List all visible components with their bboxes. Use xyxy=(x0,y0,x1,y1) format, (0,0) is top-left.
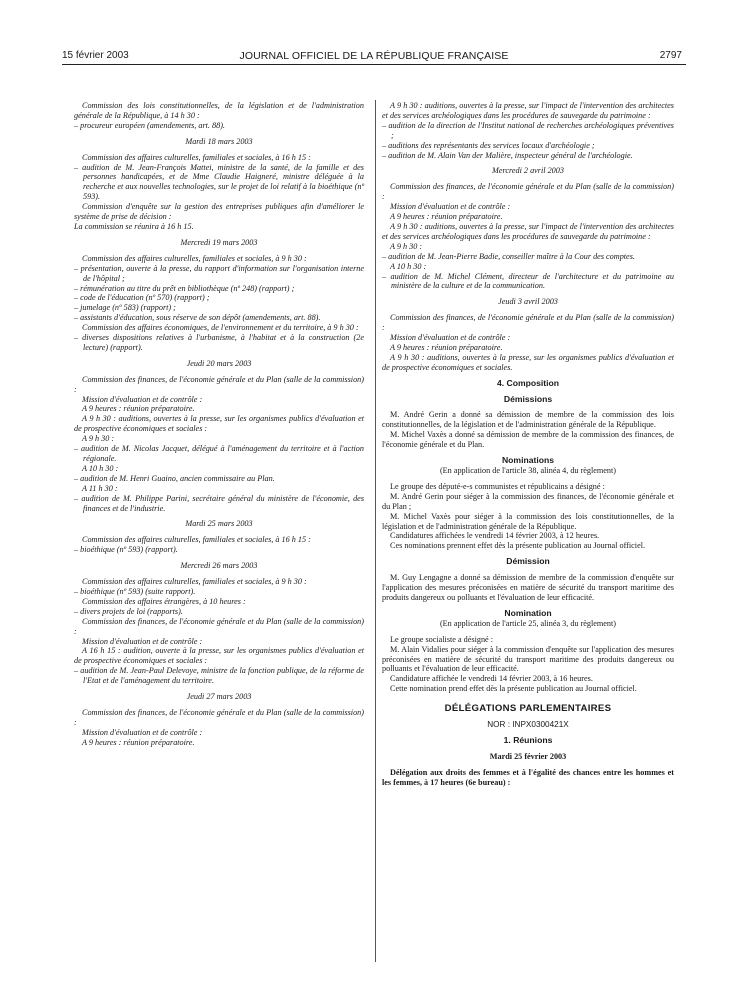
right-paragraph: (En application de l'article 38, alinéa 4, du règlement) xyxy=(439,466,617,475)
right-paragraph: Mission d'évaluation et de contrôle : xyxy=(390,202,511,212)
left-paragraph: Commission d'enquête sur la gestion des entreprises publiques afin d'améliorer le système de prise de décision : xyxy=(74,202,364,222)
left-paragraph: – diverses dispositions relatives à l'urbanisme, à l'habitat et à la construction (2e lecture) (rapport). xyxy=(74,333,364,352)
left-paragraph: Mardi 18 mars 2003 xyxy=(185,136,253,146)
right-paragraph: – audition de la direction de l'Institut national de recherches archéologiques préventives ; xyxy=(382,120,674,140)
right-paragraph: A 9 h 30 : xyxy=(390,241,423,251)
right-paragraph: DÉLÉGATIONS PARLEMENTAIRES xyxy=(444,703,612,715)
journal-title: JOURNAL OFFICIEL DE LA RÉPUBLIQUE FRANÇAISE xyxy=(239,50,509,62)
right-paragraph: Commission des finances, de l'économie générale et du Plan (salle de la commission) : xyxy=(382,313,674,333)
left-paragraph: – assistants d'éducation, sous réserve de son dépôt (amendements, art. 88). xyxy=(74,313,321,323)
right-paragraph: Jeudi 3 avril 2003 xyxy=(498,297,558,307)
left-paragraph: – présentation, ouverte à la presse, du rapport d'information sur l'organisation interne de l'hôpital ; xyxy=(74,263,364,283)
left-paragraph: – audition de M. Henri Guaino, ancien commissaire au Plan. xyxy=(74,473,275,483)
right-paragraph: M. Alain Vidalies pour siéger à la commission d'enquête sur l'application des mesures préconisées en matière de sécurité du transport maritime des produits dangereux ou polluants et l'évaluation de leur efficacité. xyxy=(382,644,674,674)
right-column xyxy=(382,101,674,788)
right-paragraph: Commission des finances, de l'économie générale et du Plan (salle de la commission) : xyxy=(382,182,674,202)
left-paragraph: – audition de M. Nicolas Jacquet, délégué à l'aménagement du territoire et à l'action régionale. xyxy=(74,444,364,463)
right-paragraph: A 9 h 30 : auditions, ouvertes à la presse, sur l'impact de l'intervention des architectes et des services archéologiques dans les procédures de sauvegarde du patrimoine : xyxy=(382,101,674,120)
right-paragraph: 1. Réunions xyxy=(503,734,553,745)
right-paragraph: – audition de M. Michel Clément, directeur de l'architecture et du patrimoine au ministère de la culture et de la communication. xyxy=(382,271,674,291)
left-paragraph: Jeudi 20 mars 2003 xyxy=(186,358,252,368)
right-paragraph: Démission xyxy=(506,556,550,567)
right-paragraph: A 9 h 30 : auditions, ouvertes à la presse, sur l'impact de l'intervention des architectes et des services archéologiques dans les procédures de sauvegarde du patrimoine : xyxy=(382,221,674,241)
right-paragraph: M. André Gerin a donné sa démission de membre de la commission des lois constitutionnelles, de la législation et de l'administration générale de la République. xyxy=(382,410,674,430)
left-paragraph: Jeudi 27 mars 2003 xyxy=(186,692,252,702)
left-paragraph: Commission des finances, de l'économie générale et du Plan (salle de la commission) : xyxy=(74,707,364,727)
right-paragraph: A 10 h 30 : xyxy=(390,261,427,271)
left-paragraph: Commission des affaires culturelles, familiales et sociales, à 16 h 15 : xyxy=(82,535,311,545)
left-paragraph: Commission des affaires culturelles, familiales et sociales, à 16 h 15 : xyxy=(82,152,311,162)
right-paragraph: Ces nominations prennent effet dès la présente publication au Journal officiel. xyxy=(390,541,646,551)
page-header xyxy=(0,0,748,70)
right-paragraph: M. André Gerin pour siéger à la commission des finances, de l'économie générale et du Plan ; xyxy=(382,491,674,511)
right-paragraph: A 9 heures : réunion préparatoire. xyxy=(390,212,503,222)
right-paragraph: Cette nomination prend effet dès la présente publication au Journal officiel. xyxy=(390,684,637,694)
left-paragraph: A 16 h 15 : audition, ouverte à la presse, sur les organismes publics d'évaluation et de prospective économiques et sociales : xyxy=(74,646,364,666)
right-paragraph: 4. Composition xyxy=(496,377,560,388)
left-paragraph: Commission des affaires économiques, de l'environnement et du territoire, à 9 h 30 : xyxy=(82,323,359,333)
right-paragraph: – audition de M. Alain Van der Malière, inspecteur général de l'archéologie. xyxy=(382,150,633,160)
left-paragraph: Commission des affaires culturelles, familiales et sociales, à 9 h 30 : xyxy=(82,577,307,587)
column-divider xyxy=(375,100,376,962)
left-paragraph: – rémunération au titre du prêt en bibliothèque (nº 248) (rapport) ; xyxy=(74,283,295,293)
right-paragraph: A 9 h 30 : auditions, ouvertes à la presse, sur les organismes publics d'évaluation et de prospective économiques et sociales. xyxy=(382,352,674,372)
right-paragraph: Nominations xyxy=(501,455,555,466)
right-paragraph: Candidatures affichées le vendredi 14 février 2003, à 12 heures. xyxy=(390,531,600,541)
left-paragraph: Commission des affaires étrangères, à 10 heures : xyxy=(82,596,246,606)
right-paragraph: – audition de M. Jean-Pierre Badie, conseiller maître à la Cour des comptes. xyxy=(382,251,635,261)
left-paragraph: – audition de M. Jean-François Mattei, ministre de la santé, de la famille et des personnes handicapées, et de Mme Claudie Haigneré, ministre déléguée à la recherche et aux nouvelles technologies, sur le projet de loi relatif à la bioéthique (nº 593). xyxy=(74,162,364,202)
right-paragraph: M. Michel Vaxès a donné sa démission de membre de la commission des finances, de l'économie générale et du Plan. xyxy=(382,430,674,450)
header-rule xyxy=(62,64,686,65)
left-paragraph: – bioéthique (nº 593) (rapport). xyxy=(74,545,178,555)
right-paragraph: NOR : INPX0300421X xyxy=(487,720,569,730)
right-paragraph: Délégation aux droits des femmes et à l'égalité des chances entre les hommes et les femmes, à 17 heures (6e bureau) : xyxy=(382,767,674,787)
right-paragraph: Mission d'évaluation et de contrôle : xyxy=(390,333,511,343)
left-paragraph: A 9 h 30 : auditions, ouvertes à la presse, sur les organismes publics d'évaluation et de prospective économiques et sociales : xyxy=(74,414,364,434)
left-paragraph: Mission d'évaluation et de contrôle : xyxy=(82,394,203,404)
left-paragraph: Commission des affaires culturelles, familiales et sociales, à 9 h 30 : xyxy=(82,253,307,263)
right-paragraph: Démissions xyxy=(503,393,553,404)
left-paragraph: A 9 h 30 : xyxy=(82,434,115,444)
right-paragraph: M. Guy Lengagne a donné sa démission de membre de la commission d'enquête sur l'application des mesures préconisées en matière de sécurité du transport maritime des produits dangereux ou polluants et l'évaluation de leur efficacité. xyxy=(382,573,674,602)
left-paragraph: A 11 h 30 : xyxy=(82,483,118,493)
right-paragraph: Le groupe des député-e-s communistes et républicains a désigné : xyxy=(390,481,605,491)
left-paragraph: Mardi 25 mars 2003 xyxy=(185,519,253,529)
left-paragraph: – divers projets de loi (rapports). xyxy=(74,606,183,616)
right-paragraph: Le groupe socialiste a désigné : xyxy=(390,634,493,644)
right-paragraph: (En application de l'article 25, alinéa 3, du règlement) xyxy=(439,618,617,628)
right-paragraph: – auditions des représentants des services locaux d'archéologie ; xyxy=(382,140,595,150)
left-paragraph: – bioéthique (nº 593) (suite rapport). xyxy=(74,586,196,596)
right-paragraph: Candidature affichée le vendredi 14 février 2003, à 16 heures. xyxy=(390,674,593,684)
left-paragraph: Mercredi 19 mars 2003 xyxy=(180,237,258,247)
left-paragraph: Mercredi 26 mars 2003 xyxy=(180,561,258,571)
left-paragraph: A 10 h 30 : xyxy=(82,463,119,473)
left-paragraph: Mission d'évaluation et de contrôle : xyxy=(82,727,203,737)
issue-date: 15 février 2003 xyxy=(62,50,129,61)
left-paragraph: Mission d'évaluation et de contrôle : xyxy=(82,636,203,646)
left-paragraph: – audition de M. Jean-Paul Delevoye, ministre de la fonction publique, de la réforme de l'Etat et de l'aménagement du territoire. xyxy=(74,666,364,686)
left-paragraph: – audition de M. Philippe Parini, secrétaire général du ministère de l'économie, des finances et de l'industrie. xyxy=(74,493,364,513)
left-paragraph: – code de l'éducation (nº 570) (rapport) ; xyxy=(74,293,210,303)
right-paragraph: Nomination xyxy=(504,607,552,618)
left-column xyxy=(74,101,364,748)
right-paragraph: M. Michel Vaxès pour siéger à la commission des lois constitutionnelles, de la législation et de l'administration générale de la République. xyxy=(382,511,674,531)
left-paragraph: Commission des finances, de l'économie générale et du Plan (salle de la commission) : xyxy=(74,374,364,394)
right-paragraph: Mercredi 2 avril 2003 xyxy=(492,166,564,176)
left-paragraph: Commission des lois constitutionnelles, de la législation et de l'administration générale de la République, à 14 h 30 : xyxy=(74,101,364,120)
left-paragraph: – jumelage (nº 583) (rapport) ; xyxy=(74,303,176,313)
left-paragraph: – procureur européen (amendements, art. 88). xyxy=(74,120,225,130)
page-number: 2797 xyxy=(659,50,682,61)
left-paragraph: Commission des finances, de l'économie générale et du Plan (salle de la commission) : xyxy=(74,616,364,636)
right-paragraph: Mardi 25 février 2003 xyxy=(489,751,567,761)
left-paragraph: A 9 heures : réunion préparatoire. xyxy=(82,737,195,747)
left-paragraph: A 9 heures : réunion préparatoire. xyxy=(82,404,195,414)
left-paragraph: La commission se réunira à 16 h 15. xyxy=(74,221,194,231)
right-paragraph: A 9 heures : réunion préparatoire. xyxy=(390,342,503,352)
